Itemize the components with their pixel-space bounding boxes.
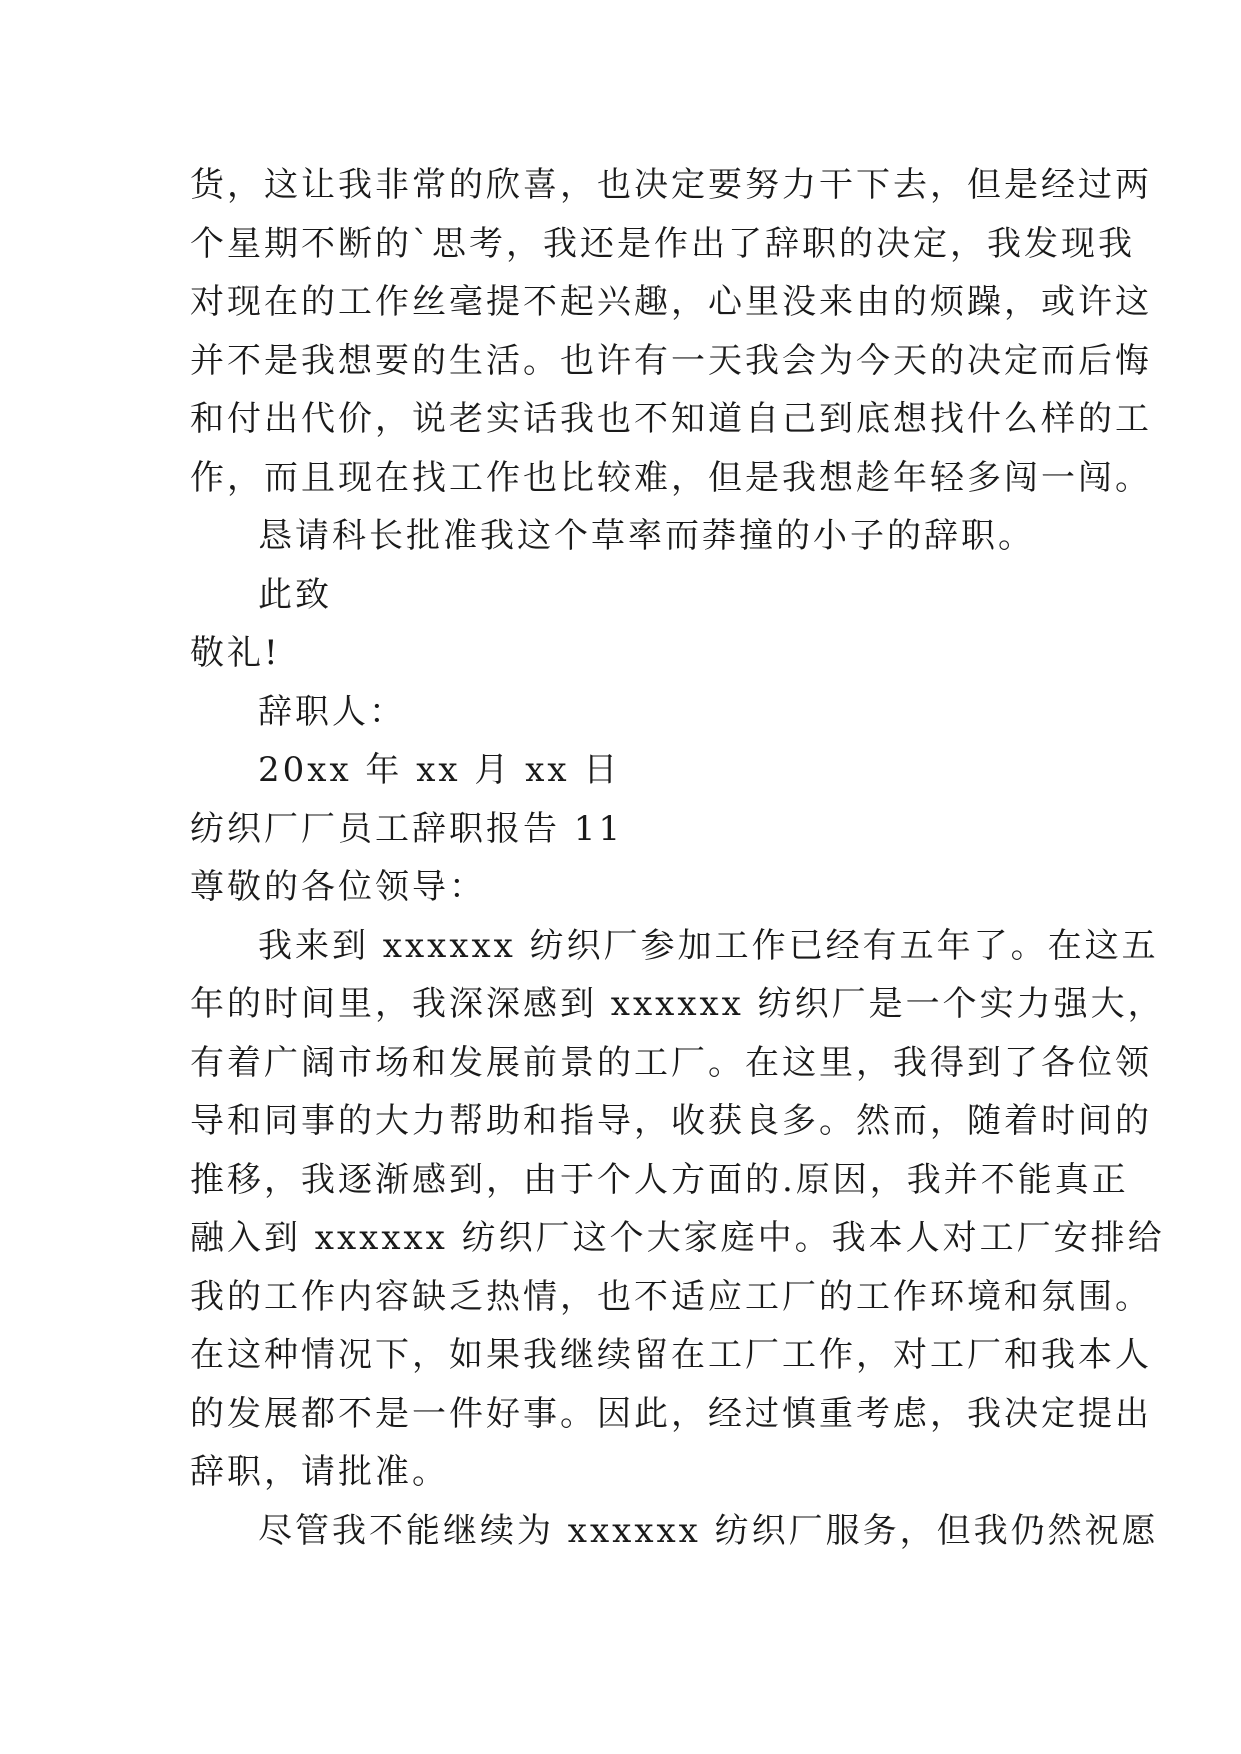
- paragraph-body: [190, 917, 1165, 1502]
- section-title: 纺织厂厂员工辞职报告 11: [190, 808, 624, 849]
- text-line: 导和同事的大力帮助和指导，收获良多。然而，随着时间的: [190, 1101, 1152, 1141]
- text-line: 推移，我逐渐感到，由于个人方面的.原因，我并不能真正: [190, 1159, 1129, 1200]
- paragraph-continuation: [190, 156, 1152, 507]
- date-line: 20xx 年 xx 月 xx 日: [258, 750, 621, 790]
- text-line: 作，而且现在找工作也比较难，但是我想趁年轻多闯一闯。: [190, 457, 1152, 498]
- text-line: 对现在的工作丝毫提不起兴趣，心里没来由的烦躁，或许这: [190, 282, 1152, 322]
- text-line: 个星期不断的`思考，我还是作出了辞职的决定，我发现我: [190, 223, 1135, 264]
- text-line: 并不是我想要的生活。也许有一天我会为今天的决定而后悔: [190, 340, 1152, 381]
- text-line: 货，这让我非常的欣喜，也决定要努力干下去，但是经过两: [190, 165, 1152, 205]
- text-line: 我来到 xxxxxx 纺织厂参加工作已经有五年了。在这五: [258, 925, 1159, 966]
- closing-phrase: 此致: [258, 574, 332, 615]
- signer-label: 辞职人：: [258, 691, 406, 732]
- text-line: 有着广阔市场和发展前景的工厂。在这里，我得到了各位领: [190, 1042, 1152, 1083]
- text-line: 年的时间里，我深深感到 xxxxxx 纺织厂是一个实力强大，: [190, 984, 1165, 1024]
- text-line: 融入到 xxxxxx 纺织厂这个大家庭中。我本人对工厂安排给: [190, 1218, 1165, 1258]
- request-line: 恳请科长批准我这个草率而莽撞的小子的辞职。: [258, 516, 1035, 556]
- salute: 敬礼!: [190, 633, 281, 673]
- text-line: 的发展都不是一件好事。因此，经过慎重考虑，我决定提出: [190, 1393, 1152, 1434]
- text-line: 我的工作内容缺乏热情，也不适应工厂的工作环境和氛围。: [190, 1276, 1152, 1317]
- document-body: [190, 156, 1165, 1560]
- text-line: 在这种情况下，如果我继续留在工厂工作，对工厂和我本人: [190, 1335, 1152, 1375]
- text-line: 辞职，请批准。: [190, 1452, 449, 1492]
- paragraph-closing: [190, 1502, 1159, 1561]
- greeting: 尊敬的各位领导：: [190, 867, 486, 907]
- text-line: 和付出代价，说老实话我也不知道自己到底想找什么样的工: [190, 399, 1152, 439]
- text-line: 尽管我不能继续为 xxxxxx 纺织厂服务，但我仍然祝愿: [258, 1510, 1159, 1551]
